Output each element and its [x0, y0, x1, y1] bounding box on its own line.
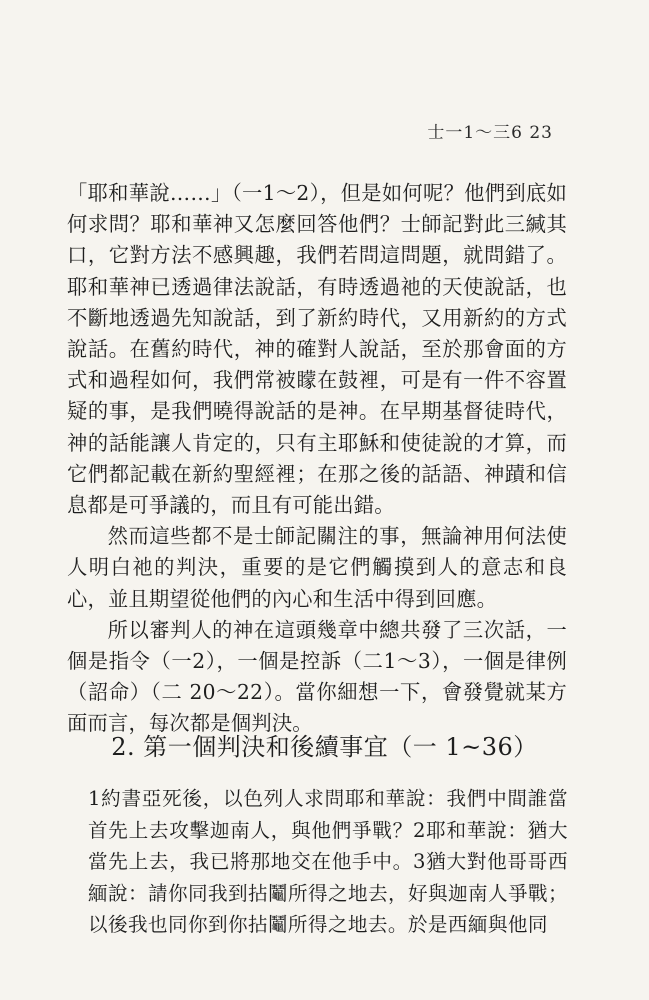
section-heading: 2. 第一個判決和後續事宜（一 1~36） [111, 733, 538, 761]
running-head: 士一1～三6 23 [427, 123, 553, 143]
paragraph-1: 「耶和華說……」（一1～2），但是如何呢？他們到底如何求問？耶和華神又怎麼回答他們？士師記對此三緘其口，它對方法不感興趣，我們若問這問題，就問錯了。耶和華神已透過律法說話，有時透過祂的天使說話，也不斷地透過先知說話，到了新約時代，又用新約的方式說話。在舊約時代，神的確對人說話，至於那會面的方式和過程如何，我們常被矇在鼓裡，可是有一件不容置疑的事，是我們曉得說話的是神。在早期基督徒時代，神的話能讓人肯定的，只有主耶穌和使徒說的才算，而它們都記載在新約聖經裡；在那之後的話語、神蹟和信息都是可爭議的，而且有可能出錯。 [67, 181, 567, 518]
paragraph-3: 所以審判人的神在這頭幾章中總共發了三次話，一個是指令（一2），一個是控訴（二1～3），一個是律例（詔命）（二 20～22）。當你細想一下，會發覺就某方面而言，每次都是個判決。 [67, 617, 567, 736]
scripture-quote [88, 783, 568, 941]
scripture-text: 1約書亞死後，以色列人求問耶和華說：我們中間誰當首先上去攻擊迦南人，與他們爭戰？2耶和華說：猶大當先上去，我已將那地交在他手中。3猶大對他哥哥西緬說：請你同我到拈鬮所得之地去，好與迦南人爭戰；以後我也同你到你拈鬮所得之地去。於是西緬與他同 [88, 787, 568, 936]
body-text [67, 178, 567, 740]
paragraph-2: 然而這些都不是士師記關注的事，無論神用何法使人明白祂的判決，重要的是它們觸摸到人的意志和良心，並且期望從他們的內心和生活中得到回應。 [67, 524, 567, 611]
